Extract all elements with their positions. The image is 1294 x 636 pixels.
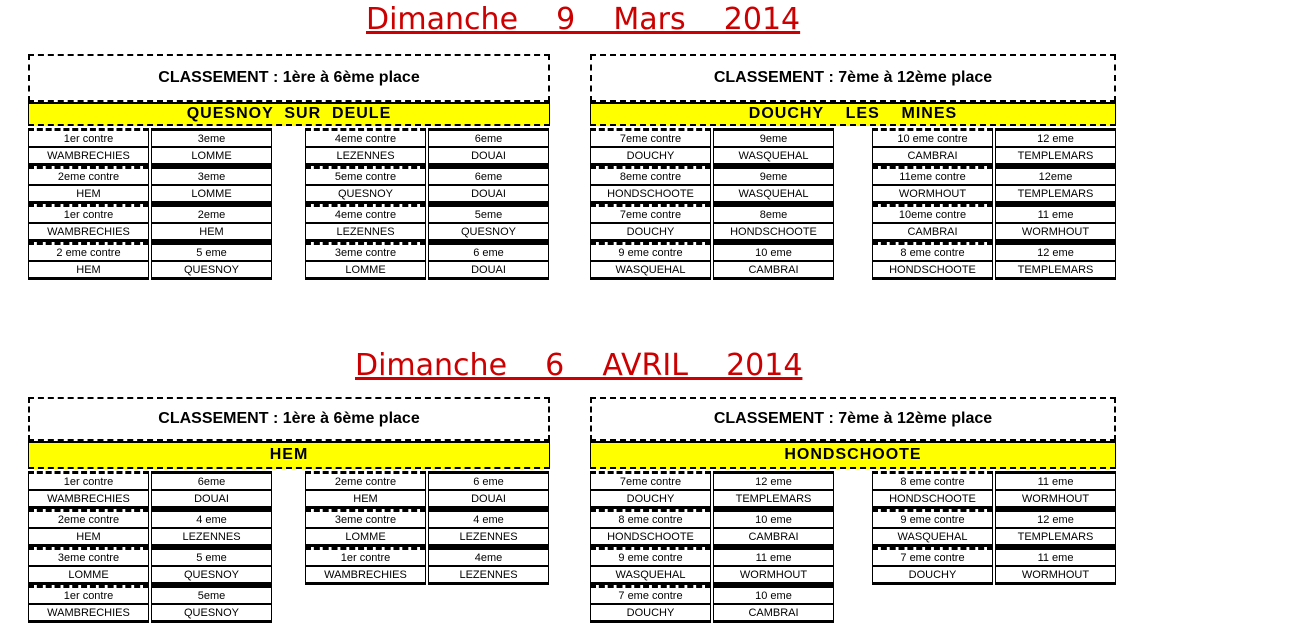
match-teams-row xyxy=(872,261,1116,280)
match-ranks-row xyxy=(305,204,549,223)
match-ranks-row xyxy=(590,242,834,261)
match-rank-label: 3eme xyxy=(151,166,272,185)
match-column xyxy=(305,128,549,280)
match-ranks-row xyxy=(28,585,272,604)
match-rank-label: 10 eme xyxy=(713,509,834,528)
match-ranks-row xyxy=(305,509,549,528)
match-rank-label: 3eme contre xyxy=(305,509,426,528)
match-teams-row xyxy=(872,528,1116,547)
match-rank-label: 4eme contre xyxy=(305,204,426,223)
match-ranks-row xyxy=(872,166,1116,185)
match-teams-row xyxy=(590,604,834,623)
match-teams-row xyxy=(590,490,834,509)
event-title: Dimanche 6 AVRIL 2014 xyxy=(355,348,803,383)
team-name: TEMPLEMARS xyxy=(713,490,834,509)
team-name: WASQUEHAL xyxy=(713,185,834,204)
match-ranks-row xyxy=(872,242,1116,261)
event-title: Dimanche 9 Mars 2014 xyxy=(366,2,801,37)
match-pair xyxy=(28,166,272,204)
match-ranks-row xyxy=(590,547,834,566)
match-teams-row xyxy=(28,566,272,585)
match-rank-label: 10 eme contre xyxy=(872,128,993,147)
team-name: HONDSCHOOTE xyxy=(590,528,711,547)
team-name: HONDSCHOOTE xyxy=(872,490,993,509)
match-rank-label: 7 eme contre xyxy=(872,547,993,566)
match-ranks-row xyxy=(590,509,834,528)
venue-banner: HONDSCHOOTE xyxy=(590,441,1116,469)
match-rank-label: 5 eme xyxy=(151,242,272,261)
team-name: WASQUEHAL xyxy=(590,261,711,280)
team-name: LEZENNES xyxy=(151,528,272,547)
team-name: QUESNOY xyxy=(305,185,426,204)
team-name: DOUAI xyxy=(428,261,549,280)
match-pair xyxy=(305,242,549,280)
match-rank-label: 8 eme contre xyxy=(872,471,993,490)
team-name: DOUCHY xyxy=(590,490,711,509)
match-column xyxy=(872,128,1116,280)
match-rank-label: 12 eme xyxy=(995,242,1116,261)
match-rank-label: 11 eme xyxy=(995,547,1116,566)
match-ranks-row xyxy=(28,242,272,261)
match-pair xyxy=(28,204,272,242)
match-teams-row xyxy=(872,223,1116,242)
team-name: HEM xyxy=(28,261,149,280)
match-pair xyxy=(872,471,1116,509)
match-ranks-row xyxy=(590,204,834,223)
match-pair xyxy=(305,128,549,166)
match-column xyxy=(305,471,549,585)
match-rank-label: 10 eme xyxy=(713,242,834,261)
match-rank-label: 3eme contre xyxy=(28,547,149,566)
match-rank-label: 12eme xyxy=(995,166,1116,185)
match-teams-row xyxy=(590,566,834,585)
match-ranks-row xyxy=(305,547,549,566)
match-rank-label: 11 eme xyxy=(995,471,1116,490)
match-rank-label: 8 eme contre xyxy=(590,509,711,528)
match-rank-label: 2eme contre xyxy=(28,166,149,185)
team-name: CAMBRAI xyxy=(713,604,834,623)
match-rank-label: 2eme xyxy=(151,204,272,223)
match-pair xyxy=(872,547,1116,585)
match-pair xyxy=(590,547,834,585)
team-name: HONDSCHOOTE xyxy=(872,261,993,280)
team-name: LOMME xyxy=(151,185,272,204)
match-rank-label: 8 eme contre xyxy=(872,242,993,261)
team-name: TEMPLEMARS xyxy=(995,528,1116,547)
team-name: WORMHOUT xyxy=(995,566,1116,585)
match-ranks-row xyxy=(872,471,1116,490)
match-rank-label: 12 eme xyxy=(995,509,1116,528)
team-name: LOMME xyxy=(28,566,149,585)
match-column xyxy=(590,128,834,280)
match-pair xyxy=(590,471,834,509)
match-teams-row xyxy=(305,490,549,509)
match-rank-label: 6eme xyxy=(428,166,549,185)
match-rank-label: 10eme contre xyxy=(872,204,993,223)
team-name: WORMHOUT xyxy=(713,566,834,585)
team-name: TEMPLEMARS xyxy=(995,185,1116,204)
match-teams-row xyxy=(305,147,549,166)
match-rank-label: 1er contre xyxy=(305,547,426,566)
match-rank-label: 8eme xyxy=(713,204,834,223)
match-teams-row xyxy=(872,147,1116,166)
team-name: DOUCHY xyxy=(872,566,993,585)
match-teams-row xyxy=(28,528,272,547)
team-name: WAMBRECHIES xyxy=(28,490,149,509)
match-rank-label: 9 eme contre xyxy=(590,547,711,566)
match-ranks-row xyxy=(872,204,1116,223)
match-rank-label: 7eme contre xyxy=(590,471,711,490)
match-pair xyxy=(590,128,834,166)
team-name: CAMBRAI xyxy=(713,261,834,280)
ranking-header: CLASSEMENT : 1ère à 6ème place xyxy=(28,54,550,102)
match-pair xyxy=(28,509,272,547)
match-rank-label: 12 eme xyxy=(713,471,834,490)
team-name: WASQUEHAL xyxy=(590,566,711,585)
venue-banner: DOUCHY LES MINES xyxy=(590,102,1116,126)
team-name: WASQUEHAL xyxy=(713,147,834,166)
match-pair xyxy=(590,204,834,242)
match-teams-row xyxy=(590,528,834,547)
match-rank-label: 11 eme xyxy=(713,547,834,566)
match-pair xyxy=(590,509,834,547)
match-teams-row xyxy=(305,185,549,204)
match-rank-label: 7eme contre xyxy=(590,128,711,147)
team-name: DOUAI xyxy=(428,147,549,166)
team-name: LOMME xyxy=(305,528,426,547)
team-name: LOMME xyxy=(305,261,426,280)
match-rank-label: 9eme xyxy=(713,128,834,147)
match-ranks-row xyxy=(28,547,272,566)
match-pair xyxy=(28,242,272,280)
match-ranks-row xyxy=(305,242,549,261)
team-name: QUESNOY xyxy=(151,566,272,585)
team-name: WAMBRECHIES xyxy=(28,223,149,242)
match-pair xyxy=(590,585,834,623)
team-name: QUESNOY xyxy=(428,223,549,242)
match-rank-label: 1er contre xyxy=(28,128,149,147)
match-teams-row xyxy=(28,185,272,204)
match-pair xyxy=(305,547,549,585)
match-ranks-row xyxy=(28,471,272,490)
match-ranks-row xyxy=(305,128,549,147)
match-teams-row xyxy=(590,261,834,280)
team-name: WAMBRECHIES xyxy=(28,604,149,623)
team-name: DOUCHY xyxy=(590,223,711,242)
team-name: HEM xyxy=(305,490,426,509)
team-name: WORMHOUT xyxy=(995,223,1116,242)
match-ranks-row xyxy=(305,166,549,185)
match-pair xyxy=(305,509,549,547)
match-column xyxy=(28,471,272,623)
match-rank-label: 2 eme contre xyxy=(28,242,149,261)
match-teams-row xyxy=(305,223,549,242)
match-pair xyxy=(872,242,1116,280)
match-rank-label: 1er contre xyxy=(28,204,149,223)
match-rank-label: 5eme xyxy=(151,585,272,604)
match-rank-label: 9 eme contre xyxy=(872,509,993,528)
match-rank-label: 6eme xyxy=(428,128,549,147)
match-rank-label: 7 eme contre xyxy=(590,585,711,604)
match-pair xyxy=(872,509,1116,547)
ranking-header: CLASSEMENT : 7ème à 12ème place xyxy=(590,397,1116,441)
match-teams-row xyxy=(305,528,549,547)
match-ranks-row xyxy=(590,166,834,185)
team-name: QUESNOY xyxy=(151,604,272,623)
venue-banner: HEM xyxy=(28,441,550,469)
team-name: DOUAI xyxy=(151,490,272,509)
match-pair xyxy=(305,471,549,509)
match-ranks-row xyxy=(872,128,1116,147)
match-rank-label: 4 eme xyxy=(151,509,272,528)
team-name: WAMBRECHIES xyxy=(305,566,426,585)
match-rank-label: 10 eme xyxy=(713,585,834,604)
match-teams-row xyxy=(28,604,272,623)
match-pair xyxy=(590,166,834,204)
match-teams-row xyxy=(28,490,272,509)
match-rank-label: 3eme xyxy=(151,128,272,147)
team-name: LEZENNES xyxy=(305,223,426,242)
match-column xyxy=(872,471,1116,585)
match-ranks-row xyxy=(590,471,834,490)
team-name: DOUCHY xyxy=(590,604,711,623)
match-rank-label: 6 eme xyxy=(428,242,549,261)
team-name: CAMBRAI xyxy=(713,528,834,547)
match-ranks-row xyxy=(872,509,1116,528)
match-rank-label: 1er contre xyxy=(28,471,149,490)
match-rank-label: 9 eme contre xyxy=(590,242,711,261)
team-name: HEM xyxy=(28,185,149,204)
team-name: LEZENNES xyxy=(428,528,549,547)
match-teams-row xyxy=(28,223,272,242)
match-pair xyxy=(872,204,1116,242)
match-ranks-row xyxy=(590,585,834,604)
team-name: LEZENNES xyxy=(305,147,426,166)
match-pair xyxy=(872,128,1116,166)
team-name: WAMBRECHIES xyxy=(28,147,149,166)
team-name: DOUAI xyxy=(428,490,549,509)
match-pair xyxy=(28,471,272,509)
match-rank-label: 12 eme xyxy=(995,128,1116,147)
match-teams-row xyxy=(305,566,549,585)
match-rank-label: 11eme contre xyxy=(872,166,993,185)
team-name: HONDSCHOOTE xyxy=(590,185,711,204)
ranking-header: CLASSEMENT : 1ère à 6ème place xyxy=(28,397,550,441)
match-teams-row xyxy=(872,490,1116,509)
match-rank-label: 5eme xyxy=(428,204,549,223)
team-name: WASQUEHAL xyxy=(872,528,993,547)
team-name: CAMBRAI xyxy=(872,147,993,166)
match-teams-row xyxy=(590,223,834,242)
match-teams-row xyxy=(305,261,549,280)
match-teams-row xyxy=(28,147,272,166)
match-rank-label: 4eme contre xyxy=(305,128,426,147)
match-pair xyxy=(28,585,272,623)
team-name: LEZENNES xyxy=(428,566,549,585)
ranking-header: CLASSEMENT : 7ème à 12ème place xyxy=(590,54,1116,102)
match-rank-label: 4eme xyxy=(428,547,549,566)
match-pair xyxy=(590,242,834,280)
match-teams-row xyxy=(590,185,834,204)
team-name: HEM xyxy=(151,223,272,242)
match-teams-row xyxy=(590,147,834,166)
match-column xyxy=(590,471,834,623)
match-rank-label: 6 eme xyxy=(428,471,549,490)
match-rank-label: 4 eme xyxy=(428,509,549,528)
match-ranks-row xyxy=(28,509,272,528)
match-pair xyxy=(28,128,272,166)
match-rank-label: 9eme xyxy=(713,166,834,185)
match-rank-label: 2eme contre xyxy=(305,471,426,490)
match-teams-row xyxy=(28,261,272,280)
team-name: TEMPLEMARS xyxy=(995,147,1116,166)
match-rank-label: 5eme contre xyxy=(305,166,426,185)
match-ranks-row xyxy=(590,128,834,147)
match-rank-label: 1er contre xyxy=(28,585,149,604)
match-ranks-row xyxy=(28,204,272,223)
match-rank-label: 3eme contre xyxy=(305,242,426,261)
match-pair xyxy=(305,166,549,204)
venue-banner: QUESNOY SUR DEULE xyxy=(28,102,550,126)
match-rank-label: 7eme contre xyxy=(590,204,711,223)
match-teams-row xyxy=(872,566,1116,585)
team-name: WORMHOUT xyxy=(872,185,993,204)
team-name: HEM xyxy=(28,528,149,547)
team-name: CAMBRAI xyxy=(872,223,993,242)
match-rank-label: 2eme contre xyxy=(28,509,149,528)
team-name: QUESNOY xyxy=(151,261,272,280)
match-column xyxy=(28,128,272,280)
team-name: TEMPLEMARS xyxy=(995,261,1116,280)
match-teams-row xyxy=(872,185,1116,204)
match-pair xyxy=(28,547,272,585)
match-ranks-row xyxy=(28,166,272,185)
team-name: DOUAI xyxy=(428,185,549,204)
team-name: HONDSCHOOTE xyxy=(713,223,834,242)
match-pair xyxy=(305,204,549,242)
match-ranks-row xyxy=(305,471,549,490)
match-rank-label: 5 eme xyxy=(151,547,272,566)
match-ranks-row xyxy=(872,547,1116,566)
team-name: DOUCHY xyxy=(590,147,711,166)
match-rank-label: 11 eme xyxy=(995,204,1116,223)
team-name: LOMME xyxy=(151,147,272,166)
match-ranks-row xyxy=(28,128,272,147)
match-pair xyxy=(872,166,1116,204)
match-rank-label: 6eme xyxy=(151,471,272,490)
team-name: WORMHOUT xyxy=(995,490,1116,509)
match-rank-label: 8eme contre xyxy=(590,166,711,185)
